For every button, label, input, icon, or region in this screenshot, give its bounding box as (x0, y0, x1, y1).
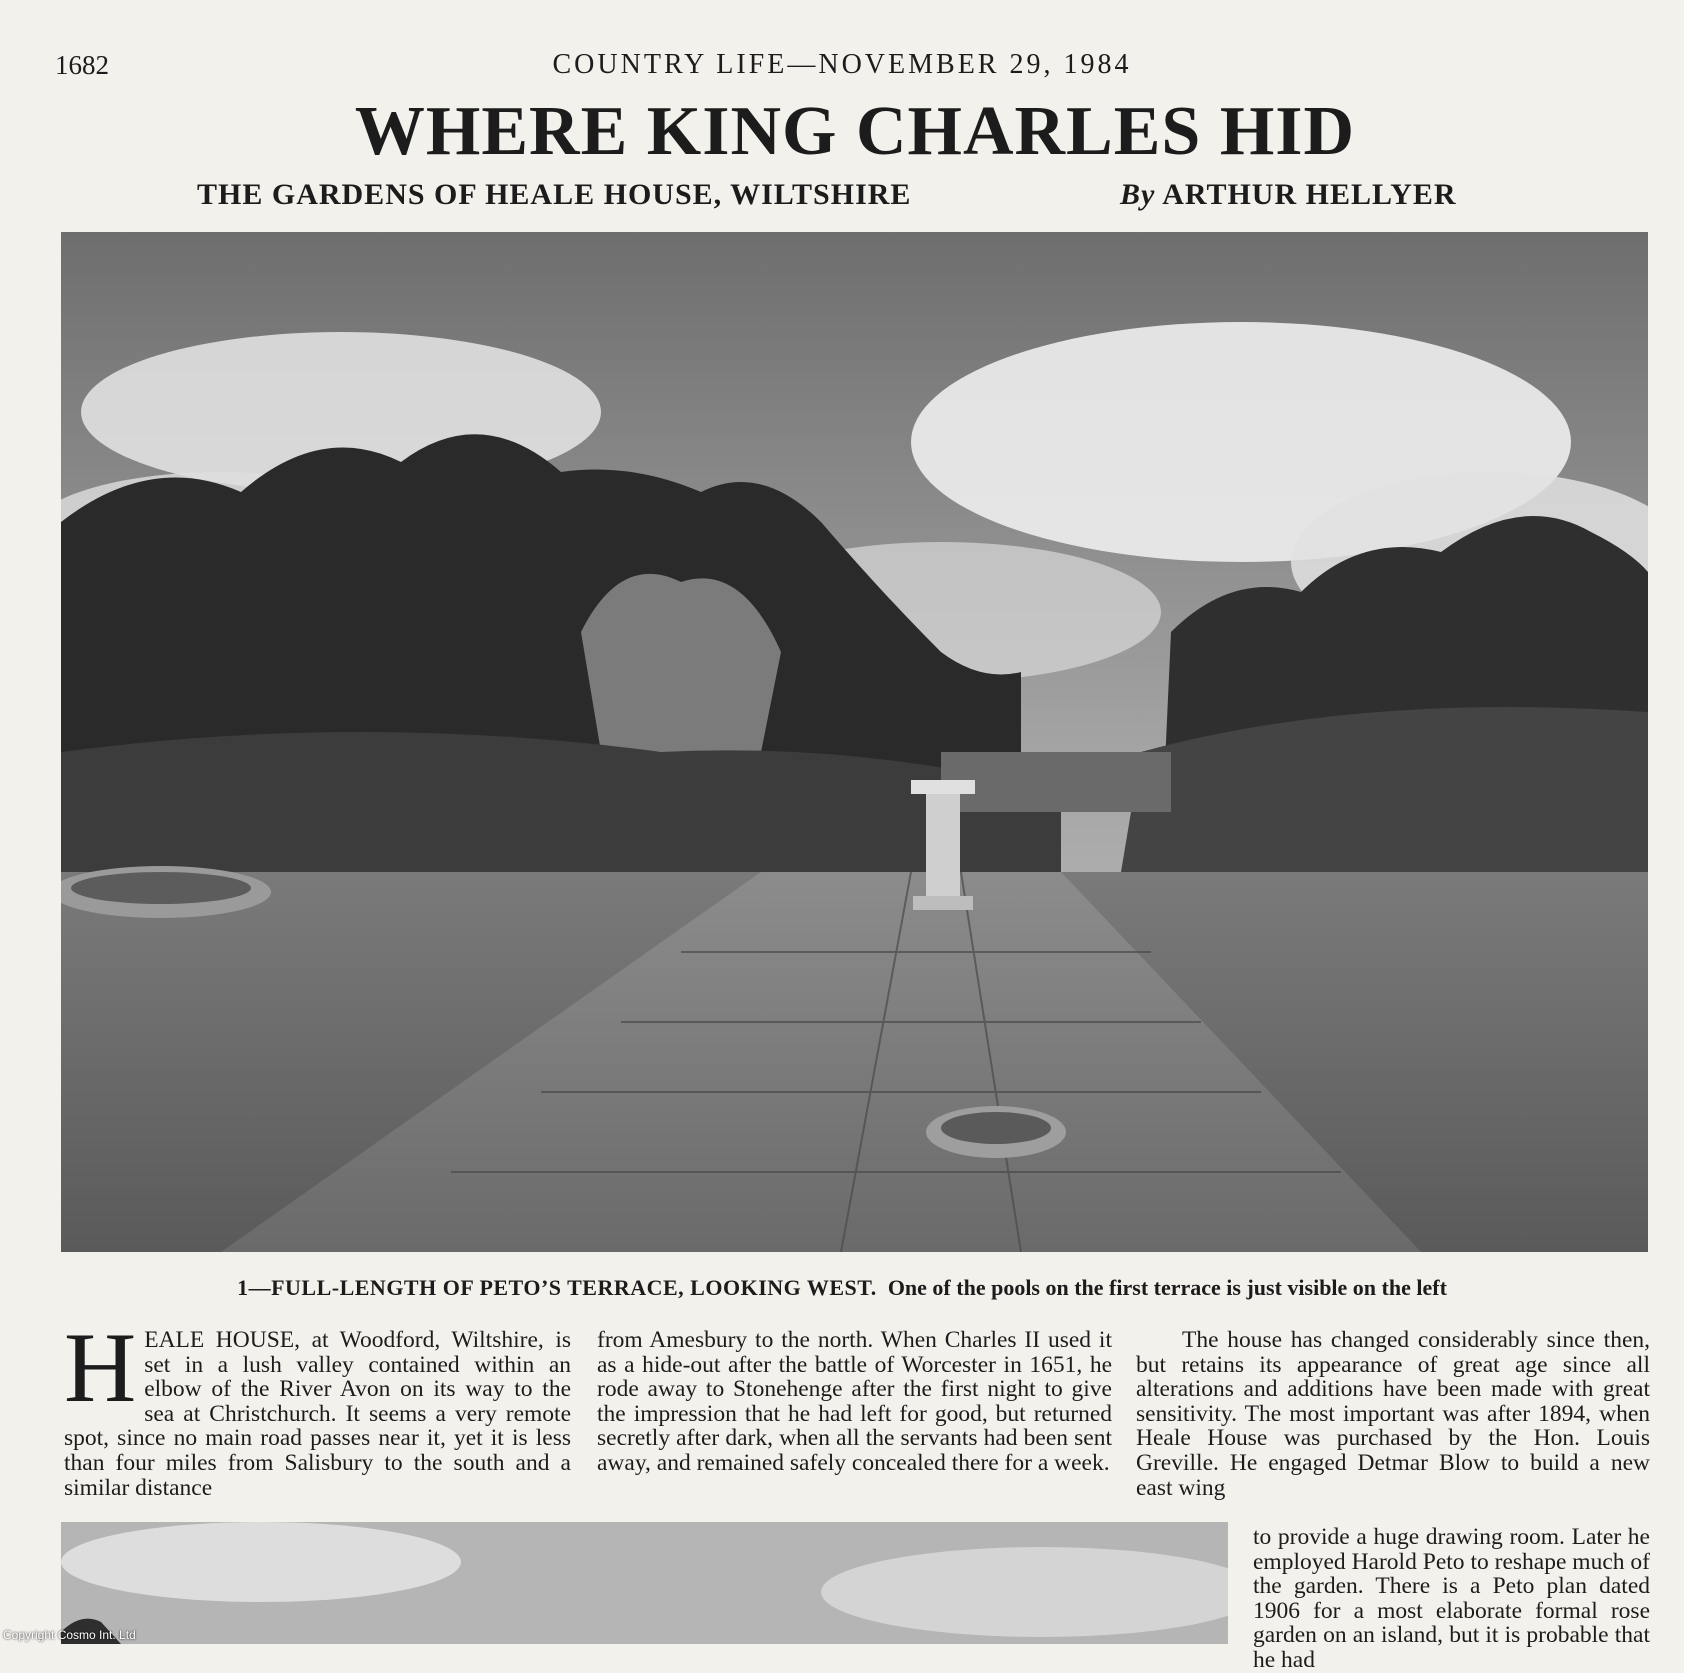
garden-terrace-illustration (61, 232, 1648, 1252)
body-column-3 (1136, 1328, 1650, 1500)
copyright-watermark: Copyright Cosmo Int. Ltd (3, 1628, 136, 1642)
garden-terrace-photo (61, 232, 1648, 1252)
body-column-1 (64, 1312, 571, 1501)
body-column-2 (597, 1328, 1112, 1476)
article-subtitle: THE GARDENS OF HEALE HOUSE, WILTSHIRE (197, 178, 912, 211)
byline-author: ARTHUR HELLYER (1162, 178, 1457, 211)
caption-lead: 1—FULL-LENGTH OF PETO’S TERRACE, LOOKING WEST. (237, 1275, 877, 1300)
column-3-continued-text: to provide a huge drawing room. Later he employed Harold Peto to reshape much of the garden. There is a Peto plan dated 1906 for a most elaborate formal rose garden on an island, but it is probable that he had (1253, 1524, 1650, 1673)
running-head: COUNTRY LIFE—NOVEMBER 29, 1984 (552, 49, 1132, 80)
second-photo-illustration (61, 1522, 1228, 1644)
page-number: 1682 (55, 50, 109, 80)
byline-prefix: By (1120, 178, 1156, 211)
drop-cap: H (64, 1312, 137, 1423)
byline (1120, 178, 1457, 212)
column-3-text: The house has changed considerably since then, but retains its appearance of great age since all alterations and additions have been made with great sensitivity. The most important was after 1894, when Heale House was purchased by the Hon. Louis Greville. He engaged Detmar Blow to build a new east wing (1136, 1327, 1650, 1501)
second-garden-photo (61, 1522, 1228, 1644)
figure-caption (0, 1275, 1684, 1301)
caption-text: One of the pools on the first terrace is just visible on the left (887, 1275, 1447, 1300)
column-1-text: EALE HOUSE, at Woodford, Wiltshire, is set in a lush valley contained within an elbow of the River Avon on its way to the sea at Christchurch. It seems a very remote spot, since no main road passes near it, yet it is less than four miles from Salisbury to the south and a similar distance (64, 1327, 571, 1501)
column-2-text: from Amesbury to the north. When Charles II used it as a hide-out after the battle of Worcester in 1651, he rode away to Stonehenge after the first night to give the impression that he had left for good, but returned secretly after dark, when all the servants had been sent away, and remained safely concealed there for a week. (597, 1327, 1112, 1476)
article-headline: WHERE KING CHARLES HID (354, 93, 1356, 170)
body-column-3-continued (1253, 1525, 1650, 1673)
